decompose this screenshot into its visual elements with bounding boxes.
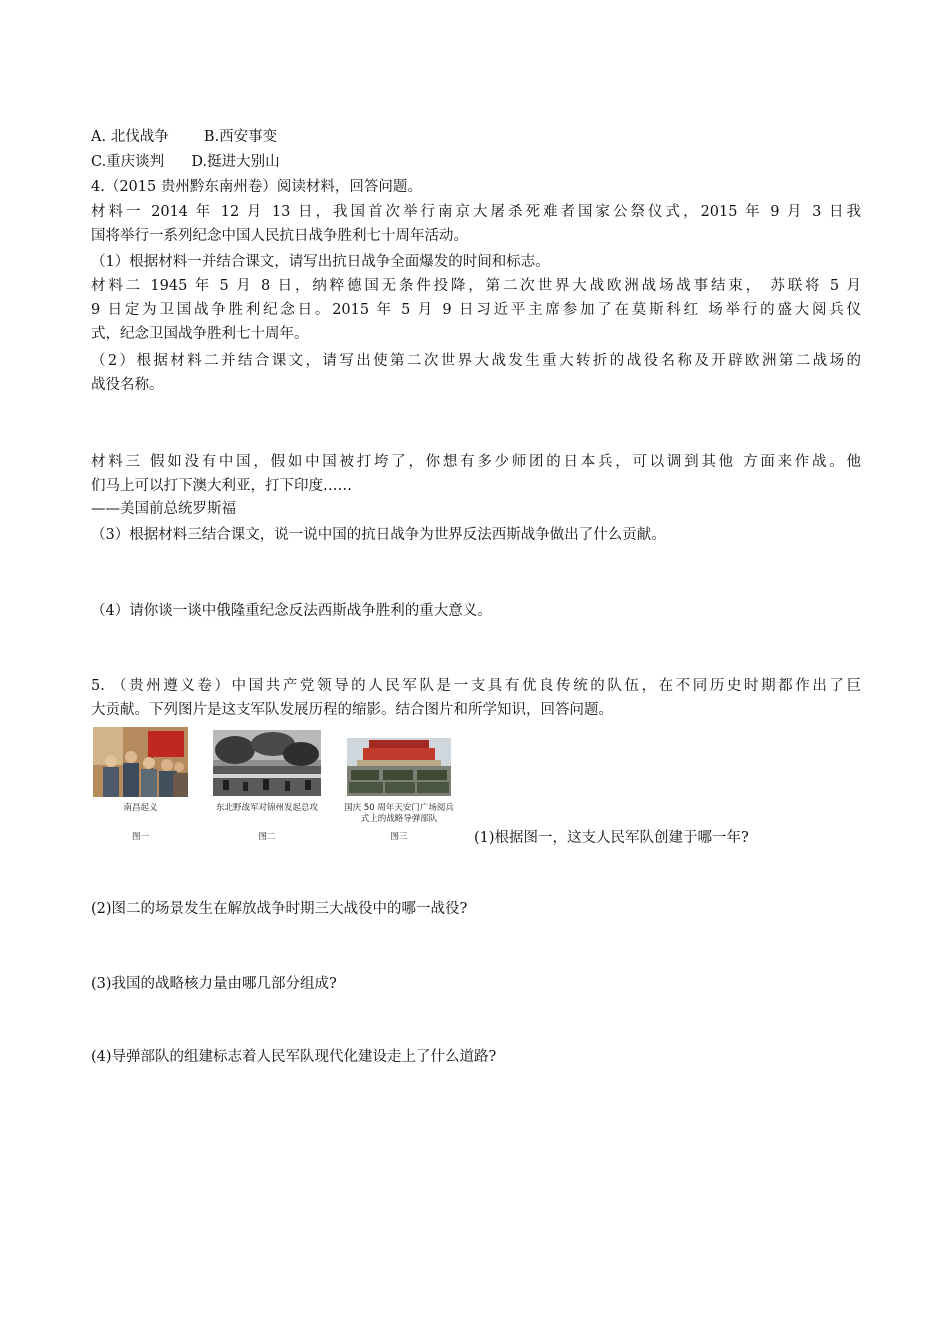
q4-title: 4.（2015 贵州黔东南州卷）阅读材料，回答问题。 — [91, 179, 422, 195]
option-line-2 — [91, 152, 280, 172]
material-3-line-2: 们马上可以打下澳大利亚，打下印度…… — [91, 478, 352, 494]
q4-sub-2-line-1: （2）根据材料二并结合课文，请写出使第二次世界大战发生重大转折的战役名称及开辟欧洲第二战场的 — [91, 353, 861, 369]
q5-title-line-2: 大贡献。下列图片是这支军队发展历程的缩影。结合图片和所学知识，回答问题。 — [91, 702, 613, 718]
option-d: D.挺进大别山 — [191, 154, 280, 170]
parade-photo-illustration — [347, 738, 451, 796]
material-1-line-2: 国将举行一系列纪念中国人民抗日战争胜利七十周年活动。 — [91, 228, 468, 244]
figure-3-caption — [335, 803, 463, 825]
material-1-line-1: 材料一 2014 年 12 月 13 日，我国首次举行南京大屠杀死难者国家公祭仪式，2015 年 9 月 3 日我 — [91, 204, 861, 220]
option-c: C.重庆谈判 — [91, 154, 165, 170]
q5-title — [91, 674, 861, 722]
q5-sub-2: (2)图二的场景发生在解放战争时期三大战役中的哪一战役? — [91, 901, 468, 917]
q5-sub-1: (1)根据图一，这支人民军队创建于哪一年? — [474, 830, 749, 846]
material-3-line-1: 材料三 假如没有中国，假如中国被打垮了，你想有多少师团的日本兵，可以调到其他 方面来作战。他 — [91, 454, 861, 470]
material-1 — [91, 200, 861, 248]
figure-2-label: 图二 — [258, 832, 276, 842]
material-2 — [91, 274, 861, 346]
q4-sub-4: （4）请你谈一谈中俄隆重纪念反法西斯战争胜利的重大意义。 — [91, 603, 492, 619]
q5-title-line-1: 5. （贵州遵义卷）中国共产党领导的人民军队是一支具有优良传统的队伍，在不同历史时期都作出了巨 — [91, 678, 861, 694]
figure-1-label: 图一 — [131, 832, 149, 842]
material-2-line-1: 材料二 1945 年 5 月 8 日，纳粹德国无条件投降，第二次世界大战欧洲战场战事结束， 苏联将 5 月 — [91, 278, 861, 294]
material-3 — [91, 450, 861, 498]
figure-3-caption-line-2: 式上的战略导弹部队 — [360, 814, 438, 824]
material-3-source: ——美国前总统罗斯福 — [91, 501, 236, 517]
q5-sub-4: (4)导弹部队的组建标志着人民军队现代化建设走上了什么道路? — [91, 1049, 497, 1065]
material-2-line-2: 9 日定为卫国战争胜利纪念日。2015 年 5 月 9 日习近平主席参加了在莫斯科红 场举行的盛大阅兵仪 — [91, 302, 861, 318]
figure-3-label: 图三 — [390, 832, 408, 842]
figure-3-image — [347, 738, 451, 796]
option-line-1 — [91, 127, 277, 147]
option-b: B.西安事变 — [203, 129, 278, 145]
figure-2-image — [213, 730, 321, 796]
q4-sub-3: （3）根据材料三结合课文，说一说中国的抗日战争为世界反法西斯战争做出了什么贡献。 — [91, 527, 666, 543]
battle-photo-illustration — [213, 730, 321, 796]
q4-sub-2-line-2: 战役名称。 — [91, 377, 164, 393]
figure-3-caption-line-1: 国庆 50 周年天安门广场阅兵 — [344, 803, 454, 813]
painting-illustration — [93, 727, 188, 797]
figure-1-caption: 南昌起义 — [123, 803, 158, 813]
option-a: A. 北伐战争 — [91, 129, 169, 145]
q4-sub-2 — [91, 349, 861, 397]
q5-sub-3: (3)我国的战略核力量由哪几部分组成? — [91, 976, 337, 992]
q4-sub-1: （1）根据材料一并结合课文，请写出抗日战争全面爆发的时间和标志。 — [91, 254, 550, 270]
material-2-line-3: 式，纪念卫国战争胜利七十周年。 — [91, 326, 309, 342]
figure-1-image — [93, 727, 188, 797]
figure-2-caption: 东北野战军对锦州发起总攻 — [215, 803, 318, 813]
